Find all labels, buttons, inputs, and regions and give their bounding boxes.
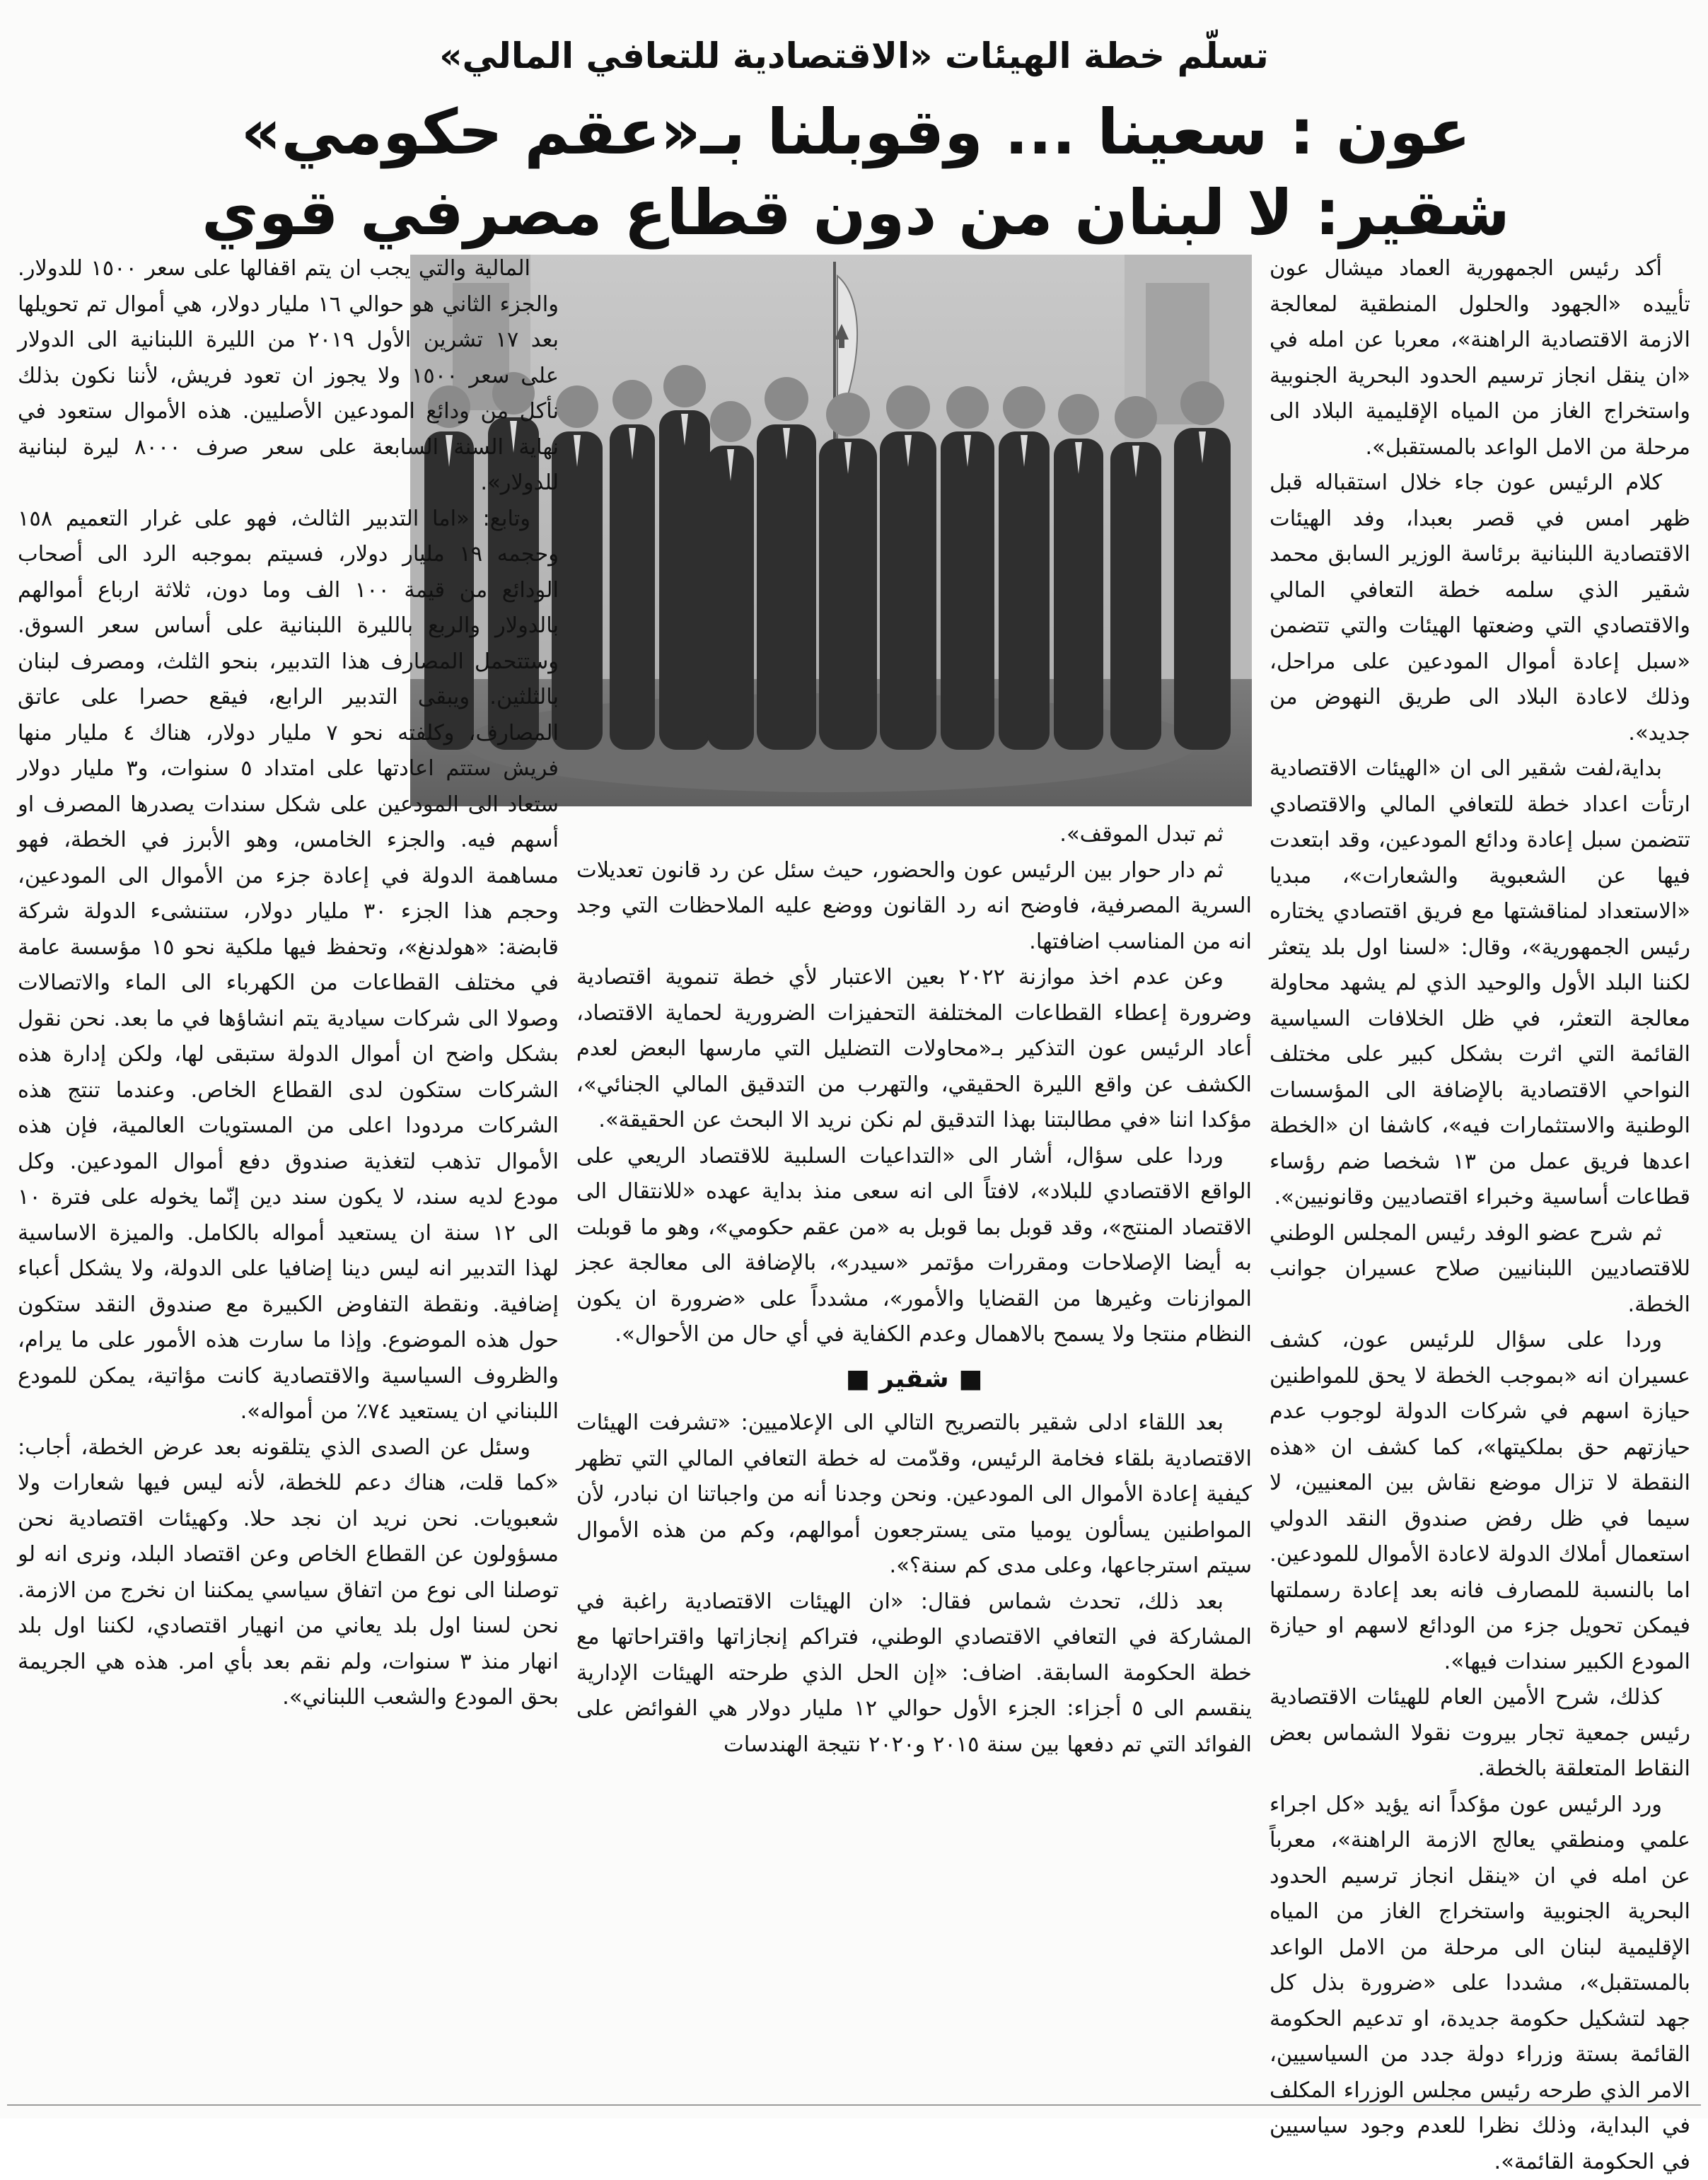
paragraph: ثم شرح عضو الوفد رئيس المجلس الوطني للاقتصاديين اللبنانيين صلاح عسيران جوانب الخطة.: [1270, 1216, 1690, 1323]
paragraph: ورد الرئيس عون مؤكداً انه يؤيد «كل اجراء علمي ومنطقي يعالج الازمة الراهنة»، معرباً عن امله في ان «ينقل انجاز ترسيم الحدود البحرية الجنوبية واستخراج الغاز من المياه الإقليمية لبنان الى مرحلة من الامل الواعد بالمستقبل»، مشددا على «ضرورة بذل كل جهد لتشكيل حكومة جديدة، او تدعيم الحكومة القائمة بستة وزراء دولة جدد من السياسيين، الامر الذي طرحه رئيس مجلس الوزراء المكلف في البداية، وذلك نظرا للعدم وجود سياسيين في الحكومة القائمة».: [1270, 1787, 1690, 2180]
bottom-divider: [7, 2104, 1701, 2106]
paragraph: أكد رئيس الجمهورية العماد ميشال عون تأييده «الجهود والحلول المنطقية لمعالجة الازمة الاقتصادية الراهنة»، معربا عن امله في «ان ينقل انجاز ترسيم الحدود البحرية الجنوبية واستخراج الغاز من المياه الإقليمية البلاد الى مرحلة من الامل الواعد بالمستقبل».: [1270, 251, 1690, 465]
paragraph: بعد ذلك، تحدث شماس فقال: «ان الهيئات الاقتصادية راغبة في المشاركة في التعافي الاقتصادي الوطني، فتراكم إنجازاتها واقتراحاتها مع خطة الحكومة السابقة. اضاف: «إن الحل الذي طرحته الهيئات الإدارية ينقسم الى ٥ أجزاء: الجزء الأول حوالي ١٢ مليار دولار هي الفوائض على الفوائد التي تم دفعها بين سنة ٢٠١٥ و٢٠٢٠ نتيجة الهندسات: [576, 1584, 1252, 1763]
section-subheading: ■ شقير ■: [576, 1362, 1252, 1398]
paragraph: ثم تبدل الموقف».: [576, 817, 1252, 853]
article-column-middle: [576, 817, 1252, 2090]
paragraph: وردا على سؤال للرئيس عون، كشف عسيران انه «بموجب الخطة لا يحق للمواطنين حيازة اسهم في شركات الدولة لوجوب عدم حيازتهم حق بملكيتها»، كما كشف ان «هذه النقطة لا تزال موضع نقاش بين المعنيين، لا سيما في ظل رفض صندوق النقد الدولي استعمال أملاك الدولة لاعادة الأموال للمودعين. اما بالنسبة للمصارف فانه بعد إعادة رسملتها فيمكن تحويل جزء من الودائع لاسهم او حيازة المودع الكبير سندات فيها».: [1270, 1323, 1690, 1680]
paragraph: ثم دار حوار بين الرئيس عون والحضور، حيث سئل عن رد قانون تعديلات السرية المصرفية، فاوضح انه رد القانون ووضع عليه الملاحظات التي وجد انه من المناسب اضافتها.: [576, 853, 1252, 961]
paragraph: بداية،لفت شقير الى ان «الهيئات الاقتصادية ارتأت اعداد خطة للتعافي المالي والاقتصادي تتضمن سبل إعادة ودائع المودعين، وقد ابتعدت فيها عن الشعبوية والشعارات»، مبديا «الاستعداد لمناقشتها مع فريق اقتصادي يختاره رئيس الجمهورية»، وقال: «لسنا اول بلد يتعثر لكننا البلد الأول والوحيد الذي لم يشهد محاولة معالجة التعثر، في ظل الخلافات السياسية القائمة التي اثرت بشكل كبير على مختلف النواحي الاقتصادية بالإضافة الى المؤسسات الوطنية والاستثمارات فيه»، كاشفا ان «الخطة اعدها فريق عمل من ١٣ شخصا ضم رؤساء قطاعات أساسية وخبراء اقتصاديين وقانونيين».: [1270, 751, 1690, 1216]
headline-primary: عون : سعينا ... وقوبلنا بـ«عقم حكومي»: [85, 91, 1627, 174]
paragraph: كلام الرئيس عون جاء خلال استقباله قبل ظهر امس في قصر بعبدا، وفد الهيئات الاقتصادية اللبنانية برئاسة الوزير السابق محمد شقير الذي سلمه خطة التعافي المالي والاقتصادي التي وضعتها الهيئات والتي تتضمن «سبل إعادة أموال المودعين على مراحل، وذلك لاعادة البلاد الى طريق النهوض من جديد».: [1270, 465, 1690, 751]
paragraph: وسئل عن الصدى الذي يتلقونه بعد عرض الخطة، أجاب: «كما قلت، هناك دعم للخطة، لأنه ليس فيها شعارات ولا شعبويات. نحن نريد ان نجد حلا. وكهيئات اقتصادية نحن مسؤولون عن القطاع الخاص وعن اقتصاد البلد، ونرى انه لو توصلنا الى نوع من اتفاق سياسي يمكننا ان نخرج من الازمة. نحن لسنا اول بلد يعاني من انهيار اقتصادي، لكننا اول بلد انهار منذ ٣ سنوات، ولم نقم بعد بأي امر. هذه هي الجريمة بحق المودع والشعب اللبناني».: [18, 1430, 559, 1716]
article-column-left: [18, 251, 559, 2090]
paragraph: المالية والتي يجب ان يتم اقفالها على سعر ١٥٠٠ للدولار. والجزء الثاني هو حوالي ١٦ مليار دولار، هي أموال تم تحويلها بعد ١٧ تشرين الأول ٢٠١٩ من الليرة اللبنانية الى الدولار على سعر ١٥٠٠ ولا يجوز ان تعود فريش، لأننا نكون بذلك نأكل من ودائع المودعين الأصليين. هذه الأموال ستعود في نهاية السنة السابعة على سعر صرف ٨٠٠٠ ليرة لبنانية للدولار».: [18, 251, 559, 501]
paragraph: وردا على سؤال، أشار الى «التداعيات السلبية للاقتصاد الريعي على الواقع الاقتصادي للبلاد»، لافتاً الى انه سعى منذ بداية عهده «للانتقال الى الاقتصاد المنتج»، وقد قوبل بما قوبل به «من عقم حكومي»، وهو ما قوبلت به أيضا الإصلاحات ومقررات مؤتمر «سيدر»، بالإضافة الى معالجة عجز الموازنات وغيرها من القضايا والأمور»، مشدداً على «ضرورة ان يكون النظام منتجا ولا يسمح بالاهمال وعدم الكفاية في أي حال من الأحوال».: [576, 1139, 1252, 1353]
paragraph: كذلك، شرح الأمين العام للهيئات الاقتصادية رئيس جمعية تجار بيروت نقولا الشماس بعض النقاط المتعلقة بالخطة.: [1270, 1680, 1690, 1787]
article-kicker: تسلّم خطة الهيئات «الاقتصادية للتعافي المالي»: [0, 31, 1708, 81]
paragraph: وعن عدم اخذ موازنة ٢٠٢٢ بعين الاعتبار لأي خطة تنموية اقتصادية وضرورة إعطاء القطاعات المختلفة التحفيزات الضرورية لحماية الاقتصاد، أعاد الرئيس عون التذكير بـ«محاولات التضليل التي مارسها البعض لعدم الكشف عن واقع الليرة الحقيقي، والتهرب من التدقيق المالي الجنائي»، مؤكدا اننا «في مطالبتنا بهذا التدقيق لم نكن نريد الا البحث عن الحقيقة».: [576, 960, 1252, 1139]
paragraph: وتابع: «اما التدبير الثالث، فهو على غرار التعميم ١٥٨ وحجمه ١٩ مليار دولار، فسيتم بموجبه الرد الى أصحاب الودائع من قيمة ١٠٠ الف وما دون، ثلاثة ارباع أموالهم بالدولار والربع بالليرة اللبنانية على أساس سعر السوق. وستتحمل المصارف هذا التدبير، بنحو الثلث، ومصرف لبنان بالثلثين. ويبقى التدبير الرابع، فيقع حصرا على عاتق المصارف، وكلفته نحو ٧ مليار دولار، هناك ٤ مليار منها فريش ستتم اعادتها على امتداد ٥ سنوات، و٣ مليار دولار ستعاد الى المودعين على شكل سندات يصدرها المصرف او أسهم فيه. والجزء الخامس، وهو الأبرز في الخطة، فهو مساهمة الدولة في إعادة جزء من الأموال الى المودعين، وحجم هذا الجزء ٣٠ مليار دولار، ستنشىء الدولة شركة قابضة: «هولدنغ»، وتحفظ فيها ملكية نحو ١٥ مؤسسة عامة في مختلف القطاعات من الكهرباء الى الماء والاتصالات وصولا الى شركات سيادية يتم انشاؤها في ما بعد. نحن نقول بشكل واضح ان أموال الدولة ستبقى لها، ولكن إدارة هذه الشركات ستكون لدى القطاع الخاص. وعندما تنتج هذه الشركات مردودا اعلى من المستويات العالمية، فإن هذه الأموال تذهب لتغذية صندوق دفع أموال المودعين. وكل مودع لديه سند، لا يكون سند دين إنّما يخوله على فترة ١٠ الى ١٢ سنة ان يستعيد أمواله بالكامل. والميزة الاساسية لهذا التدبير انه ليس دينا إضافيا على الدولة، ولا يشكل أعباء إضافية. ونقطة التفاوض الكبيرة مع صندوق النقد ستكون حول هذه الموضوع. وإذا ما سارت هذه الأمور على ما يرام، والظروف السياسية والاقتصادية كانت مؤاتية، يمكن للمودع اللبناني ان يستعيد ٧٤٪ من أمواله».: [18, 501, 559, 1430]
headline-secondary: شقير: لا لبنان من دون قطاع مصرفي قوي: [85, 171, 1627, 255]
paragraph: بعد اللقاء ادلى شقير بالتصريح التالي الى الإعلاميين: «تشرفت الهيئات الاقتصادية بلقاء فخامة الرئيس، وقدّمت له خطة التعافي المالي التي تظهر كيفية إعادة الأموال الى المودعين. ونحن وجدنا أنه من واجباتنا ان نبادر، لأن المواطنين يسألون يوميا متى يسترجعون أموالهم، وكم من هذه الأموال سيتم استرجاعها، وعلى مدى كم سنة؟».: [576, 1405, 1252, 1584]
article-column-right: [1270, 251, 1690, 2090]
